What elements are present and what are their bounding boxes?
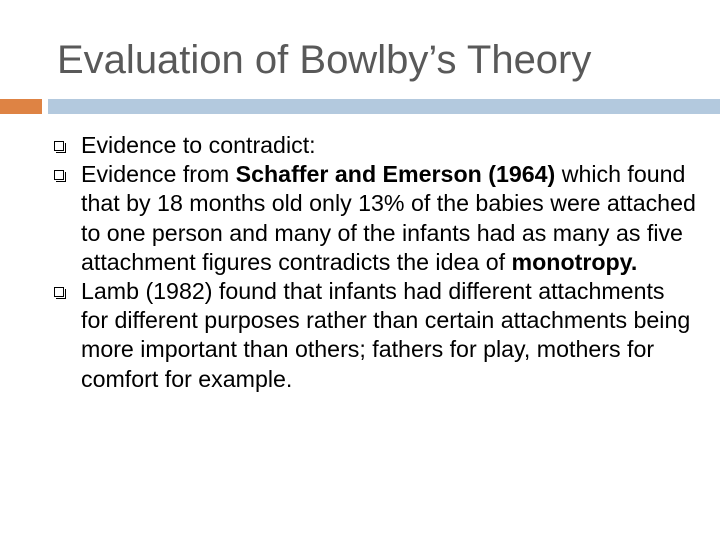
bullet-item-lamb [46,277,696,394]
slide-title: Evaluation of Bowlby’s Theory [57,38,592,82]
bullet-text: Evidence to contradict: [81,132,316,158]
bullet-text-lead: Evidence from [81,161,236,188]
bullet-list [46,131,696,394]
accent-bar-orange [0,99,42,114]
bullet-item-contradict [46,131,696,160]
square-outline-bullet-icon [54,287,64,297]
square-outline-bullet-icon [54,170,64,180]
accent-bar-blue [48,99,720,114]
square-outline-bullet-icon [54,141,64,151]
bullet-text: Lamb (1982) found that infants had different attachments for different purposes rather than certain attachments being more important than others; fathers for play, mothers for comfort for example. [81,278,691,392]
bullet-item-schaffer [46,160,696,277]
bullet-term-bold: monotropy. [511,248,638,275]
bullet-citation-bold: Schaffer and Emerson (1964) [235,161,556,188]
bullet-text-body: which found that by 18 months old only 13% of the babies were attached to one person and many of the infants had as many as five attachment figures contradicts the idea of [81,161,696,275]
